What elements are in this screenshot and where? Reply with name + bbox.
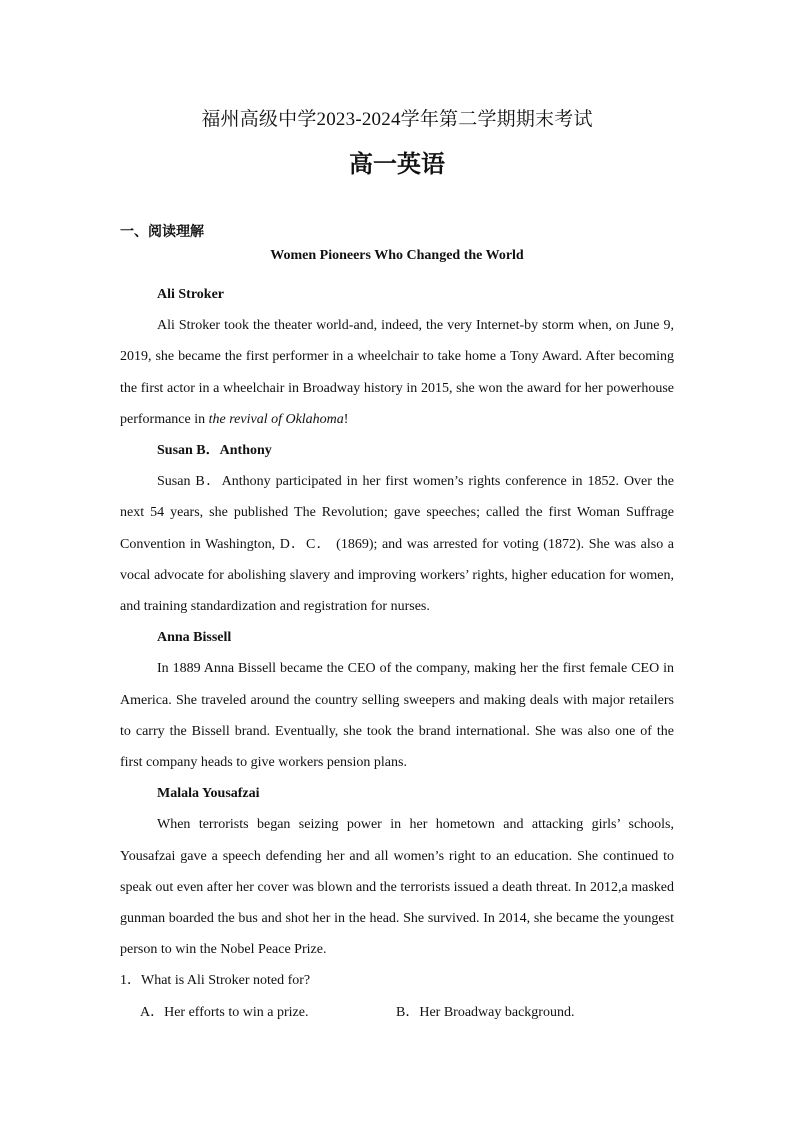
option-a[interactable]: A．Her efforts to win a prize. <box>140 1004 309 1020</box>
question-options <box>120 997 674 1028</box>
section-heading: 一、阅读理解 <box>120 225 204 240</box>
subject-title: 高一英语 <box>349 152 445 178</box>
profile-name: Ali Stroker <box>157 287 225 302</box>
question-stem: 1．What is Ali Stroker noted for? <box>120 973 311 989</box>
profile-paragraph: In 1889 Anna Bissell became the CEO of the company, making her the first female CEO in America. She traveled around the country selling sweepers and making deals with major retailers to carry the Bissell brand. Eventually, she took the brand international. She was also one of the first company heads to give workers pension plans. <box>120 661 674 771</box>
profile-paragraph: Susan B．Anthony participated in her first women’s rights conference in 1852. Over the next 54 years, she published The Revolution; gave speeches; called the first Woman Suffrage Convention in Washington, D．C． (1869); and was arrested for voting (1872). She was also a vocal advocate for abolishing slavery and improving workers’ rights, higher education for women, and training standardization and registration for nurses. <box>120 474 674 615</box>
profile-text-italic: the revival of Oklahoma <box>208 411 344 427</box>
profile-name: Anna Bissell <box>157 630 232 646</box>
passage-body <box>120 279 674 1028</box>
profile-paragraph: When terrorists began seizing power in her hometown and attacking girls’ schools, Yousafzai gave a speech defending her and all women’s right to an education. She continued to speak out even after her cover was blown and the terrorists issued a death threat. In 2012,a masked gunman boarded the bus and shot her in the head. She survived. In 2014, she became the youngest person to win the Nobel Peace Prize. <box>120 817 674 958</box>
profile-name: Malala Yousafzai <box>157 786 260 802</box>
profile-paragraph <box>120 310 674 435</box>
exam-title: 福州高级中学2023-2024学年第二学期期末考试 <box>201 109 593 130</box>
option-b[interactable]: B．Her Broadway background. <box>396 1004 575 1020</box>
profile-name: Susan B．Anthony <box>157 443 272 459</box>
profile-text-end: ! <box>343 411 349 427</box>
passage-title: Women Pioneers Who Changed the World <box>270 248 524 263</box>
profile-text: Ali Stroker took the theater world-and, indeed, the very Internet-by storm when, on June 9, 2019, she became the first performer in a wheelchair to take home a Tony Award. After becoming the first actor in a wheelchair in Broadway history in 2015, she won the award for her powerhouse performance in <box>120 318 674 427</box>
